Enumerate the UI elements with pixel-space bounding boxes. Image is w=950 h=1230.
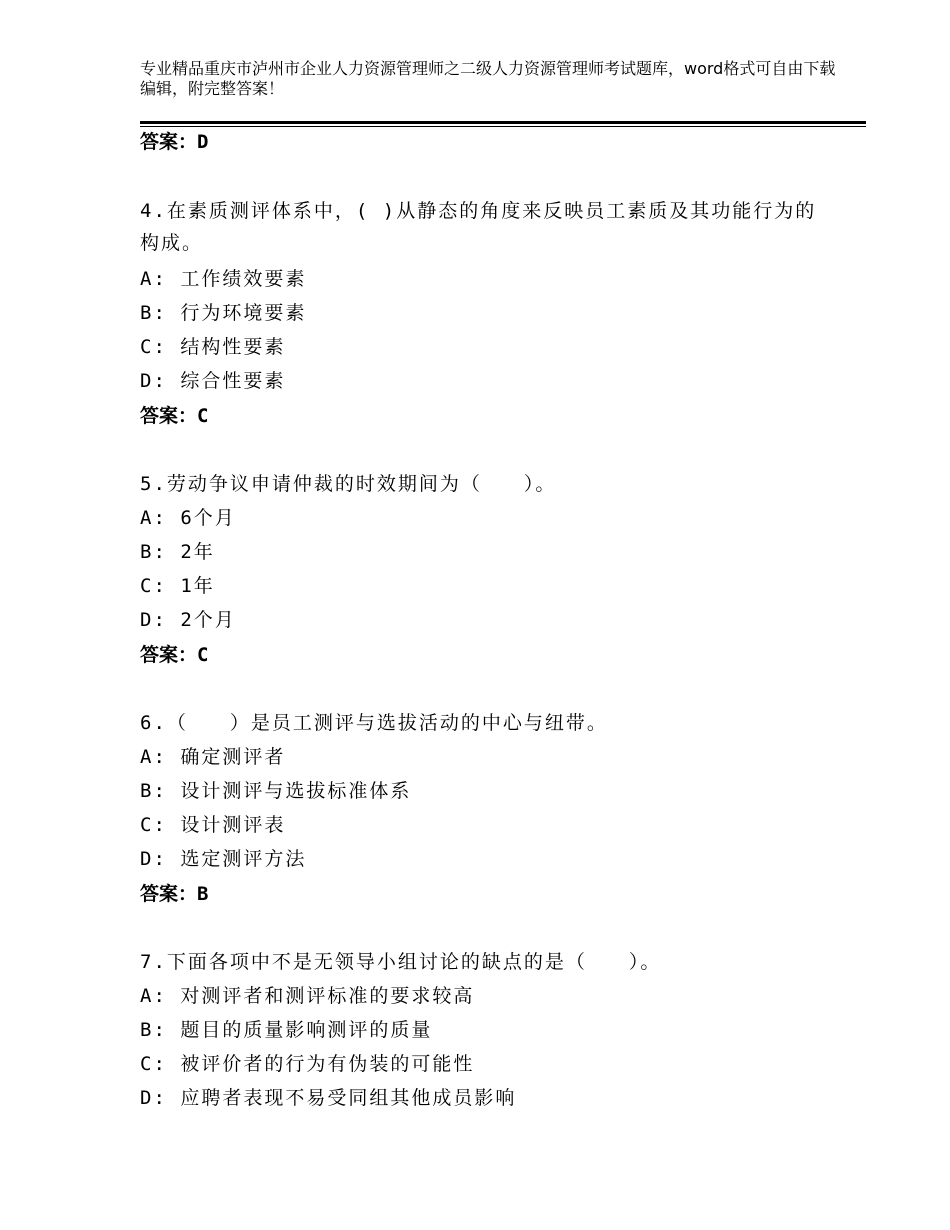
q7-option-c: C: 被评价者的行为有伪装的可能性 <box>140 1053 475 1075</box>
q7-option-d: D: 应聘者表现不易受同组其他成员影响 <box>140 1087 517 1109</box>
answer-label: 答案： <box>140 131 198 153</box>
answer-q3 <box>140 129 208 155</box>
answer-label: 答案： <box>140 644 198 666</box>
q4-option-a: A: 工作绩效要素 <box>140 268 307 290</box>
q6-option-a: A: 确定测评者 <box>140 746 286 768</box>
q4-option-b: B: 行为环境要素 <box>140 302 307 324</box>
q4-option-d: D: 综合性要素 <box>140 370 286 392</box>
q5-option-b: B: 2年 <box>140 541 215 563</box>
q4-option-c: C: 结构性要素 <box>140 336 286 358</box>
question-4-text: 4.在素质测评体系中，( )从静态的角度来反映员工素质及其功能行为的构成。 <box>140 200 817 254</box>
answer-q4 <box>140 403 208 429</box>
answer-q6 <box>140 881 208 907</box>
q6-option-c: C: 设计测评表 <box>140 814 286 836</box>
question-5-text: 5.劳动争议申请仲裁的时效期间为（ ）。 <box>140 473 557 495</box>
question-7-text: 7.下面各项中不是无领导小组讨论的缺点的是（ ）。 <box>140 951 662 973</box>
q6-option-d: D: 选定测评方法 <box>140 848 307 870</box>
header-rule-thin <box>140 126 866 127</box>
answer-value: C <box>197 644 209 666</box>
q5-option-c: C: 1年 <box>140 575 215 597</box>
q5-option-a: A: 6个月 <box>140 507 236 529</box>
answer-value: B <box>197 883 209 905</box>
answer-value: D <box>197 131 209 153</box>
q6-option-b: B: 设计测评与选拔标准体系 <box>140 780 412 802</box>
answer-value: C <box>197 405 209 427</box>
answer-label: 答案： <box>140 405 198 427</box>
answer-q5 <box>140 642 208 668</box>
q5-option-d: D: 2个月 <box>140 609 236 631</box>
header-rule-thick <box>140 121 866 124</box>
document-header: 专业精品重庆市泸州市企业人力资源管理师之二级人力资源管理师考试题库，word格式可自由下载编辑，附完整答案！ <box>140 59 836 98</box>
question-6-text: 6.（ ）是员工测评与选拔活动的中心与纽带。 <box>140 712 608 734</box>
q7-option-a: A: 对测评者和测评标准的要求较高 <box>140 985 475 1007</box>
answer-label: 答案： <box>140 883 198 905</box>
q7-option-b: B: 题目的质量影响测评的质量 <box>140 1019 433 1041</box>
